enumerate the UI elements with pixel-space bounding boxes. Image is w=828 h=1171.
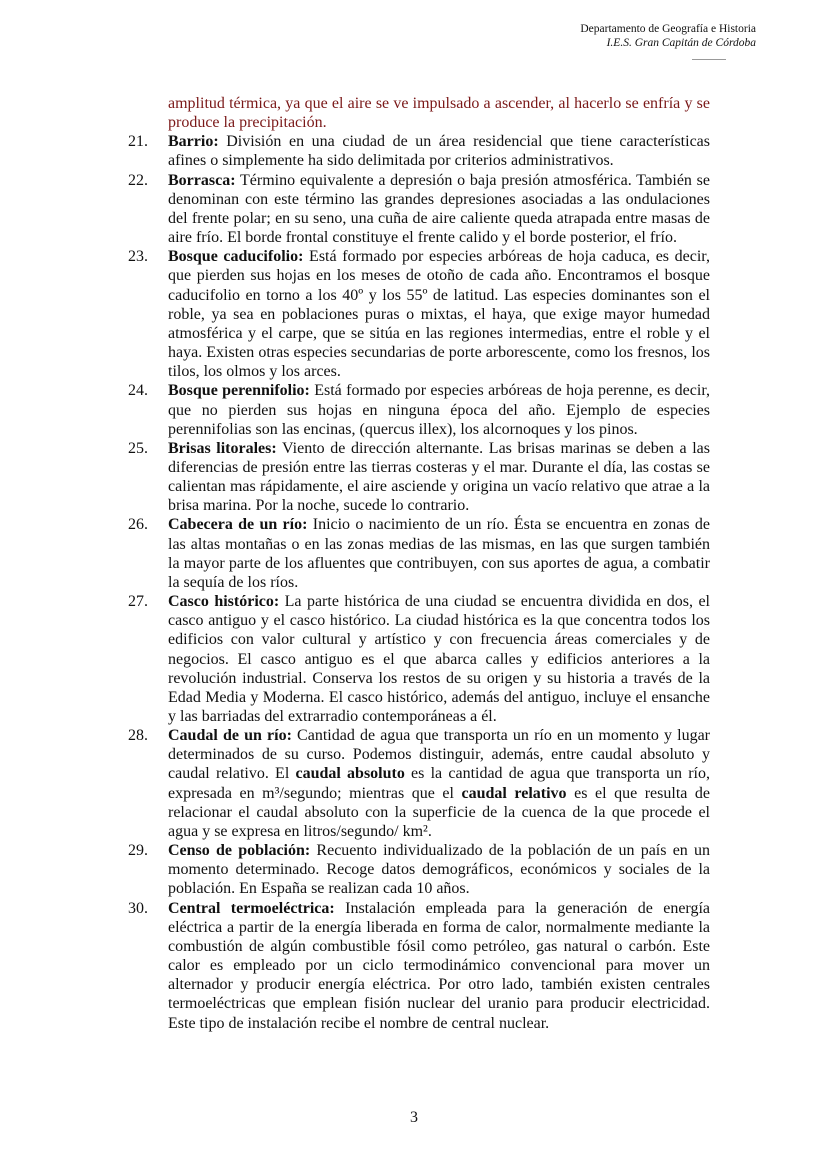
entry-term: Caudal de un río: — [168, 727, 292, 745]
entry-definition-part: es la cantidad de agua que transporta un río, expresada en m³/segundo; mientras que el — [168, 765, 710, 802]
entry-definition-part: es el que resulta de relacionar el caudal absoluto con la superficie de la cuenca de la que procede el agua y se expresa en litros/segundo/ km². — [168, 784, 711, 840]
entry-number: 23. — [128, 248, 148, 266]
entry-definition: Término equivalente a depresión o baja presión atmosférica. También se denominan con este término las grandes depresiones asociadas a las ondulaciones del frente polar; en su seno, una cuña de aire caliente queda atrapada entre masas de aire frío. El borde frontal constituye el frente calido y el borde posterior, el frío. — [168, 171, 710, 247]
glossary-entry — [128, 592, 710, 726]
entry-term: Borrasca: — [168, 171, 236, 189]
entry-number: 25. — [128, 439, 148, 457]
continuation-text: amplitud térmica, ya que el aire se ve impulsado a ascender, al hacerlo se enfría y se produce la precipitación. — [168, 95, 710, 132]
header-rule — [692, 59, 726, 60]
inline-term: caudal relativo — [461, 784, 567, 802]
entry-definition: Está formado por especies arbóreas de hoja perenne, es decir, que no pierden sus hojas en ninguna época del año. Ejemplo de especies perennifolias son las encinas, (quercus illex), los alcornoques y los pinos. — [168, 382, 711, 438]
entry-term: Bosque perennifolio: — [168, 382, 310, 400]
department-name: Departamento de Geografía e Historia — [580, 23, 756, 35]
entry-definition: La parte histórica de una ciudad se encuentra dividida en dos, el casco antiguo y el casco histórico. La ciudad histórica es la que concentra todos los edificios con valor cultural y artístico y con frecuencia áreas comerciales y de negocios. El casco antiguo es el que abarca calles y edificios anteriores a la revolución industrial. Conserva los restos de su origen y su historia a través de la Edad Media y Moderna. El casco histórico, además del antiguo, incluye el ensanche y las barriadas del extrarradio contemporáneas a él. — [168, 593, 710, 725]
glossary-entry — [128, 899, 710, 1033]
entry-number: 30. — [128, 899, 148, 917]
entry-definition: Recuento individualizado de la población de un país en un momento determinado. Recoge datos demográficos, económicos y sociales de la población. En España se realizan cada 10 años. — [168, 842, 710, 898]
glossary-entry — [128, 841, 710, 898]
entry-definition: Está formado por especies arbóreas de hoja caduca, es decir, que pierden sus hojas en los meses de otoño de cada año. Encontramos el bosque caducifolio en torno a los 40º y los 55º de latitud. Las especies dominantes son el roble, ya sea en poblaciones puras o mixtas, el haya, que exige mayor humedad atmosférica y el carpe, que se sitúa en las regiones intermedias, entre el roble y el haya. Existen otras especies secundarias de porte arborescente, como los fresnos, los tilos, los olmos y los arces. — [168, 248, 710, 381]
glossary-entry — [128, 726, 710, 841]
page-number: 3 — [410, 1109, 418, 1126]
page-header — [580, 22, 756, 60]
entry-number: 26. — [128, 516, 148, 534]
entry-term: Bosque caducifolio: — [168, 248, 304, 266]
inline-term: caudal absoluto — [295, 765, 405, 783]
entry-definition: Inicio o nacimiento de un río. Ésta se encuentra en zonas de las altas montañas o en las zonas medias de las mismas, en las que surgen también la mayor parte de los afluentes que contribuyen, con sus aportes de agua, a combatir la sequía de los ríos. — [168, 516, 711, 591]
glossary-entry — [128, 381, 710, 438]
entry-number: 27. — [128, 593, 148, 611]
entry-number: 24. — [128, 382, 148, 400]
glossary-entry — [128, 247, 710, 381]
entry-term: Barrio: — [168, 133, 219, 151]
entry-number: 21. — [128, 133, 148, 151]
entry-term: Central termoeléctrica: — [168, 899, 335, 917]
entry-definition: Viento de dirección alternante. Las brisas marinas se deben a las diferencias de presión entre las tierras costeras y el mar. Durante el día, las costas se calientan mas rápidamente, el aire asciende y origina un vacío relativo que atrae a la brisa marina. Por la noche, sucede lo contrario. — [168, 439, 710, 515]
entry-number: 29. — [128, 842, 148, 860]
glossary-entry — [128, 439, 710, 516]
glossary-content — [128, 94, 710, 1033]
entry-term: Censo de población: — [168, 842, 311, 860]
school-name: I.E.S. Gran Capitán de Córdoba — [606, 37, 756, 49]
glossary-entry — [128, 171, 710, 248]
glossary-entry — [128, 515, 710, 592]
entry-number: 28. — [128, 727, 148, 745]
entry-term: Brisas litorales: — [168, 439, 277, 457]
entry-definition: División en una ciudad de un área residencial que tiene características afines o simplemente ha sido delimitada por criterios administrativos. — [168, 133, 710, 170]
entry-definition: Instalación empleada para la generación de energía eléctrica a partir de la energía liberada en forma de calor, normalmente mediante la combustión de algún combustible fósil como petróleo, gas natural o carbón. Este calor es empleado por un ciclo termodinámico convencional para mover un alternador y producir energía eléctrica. Por otro lado, también existen centrales termoeléctricas que emplean fisión nuclear del uranio para producir electricidad. Este tipo de instalación recibe el nombre de central nuclear. — [168, 899, 711, 1032]
entry-definition-part: Cantidad de agua que transporta un río en un momento y lugar determinados de su curso. Podemos distinguir, además, entre caudal absoluto y caudal relativo. El — [168, 727, 710, 783]
glossary-entry — [128, 132, 710, 170]
entry-term: Cabecera de un río: — [168, 516, 308, 534]
entry-term: Casco histórico: — [168, 593, 280, 611]
entry-number: 22. — [128, 171, 148, 189]
